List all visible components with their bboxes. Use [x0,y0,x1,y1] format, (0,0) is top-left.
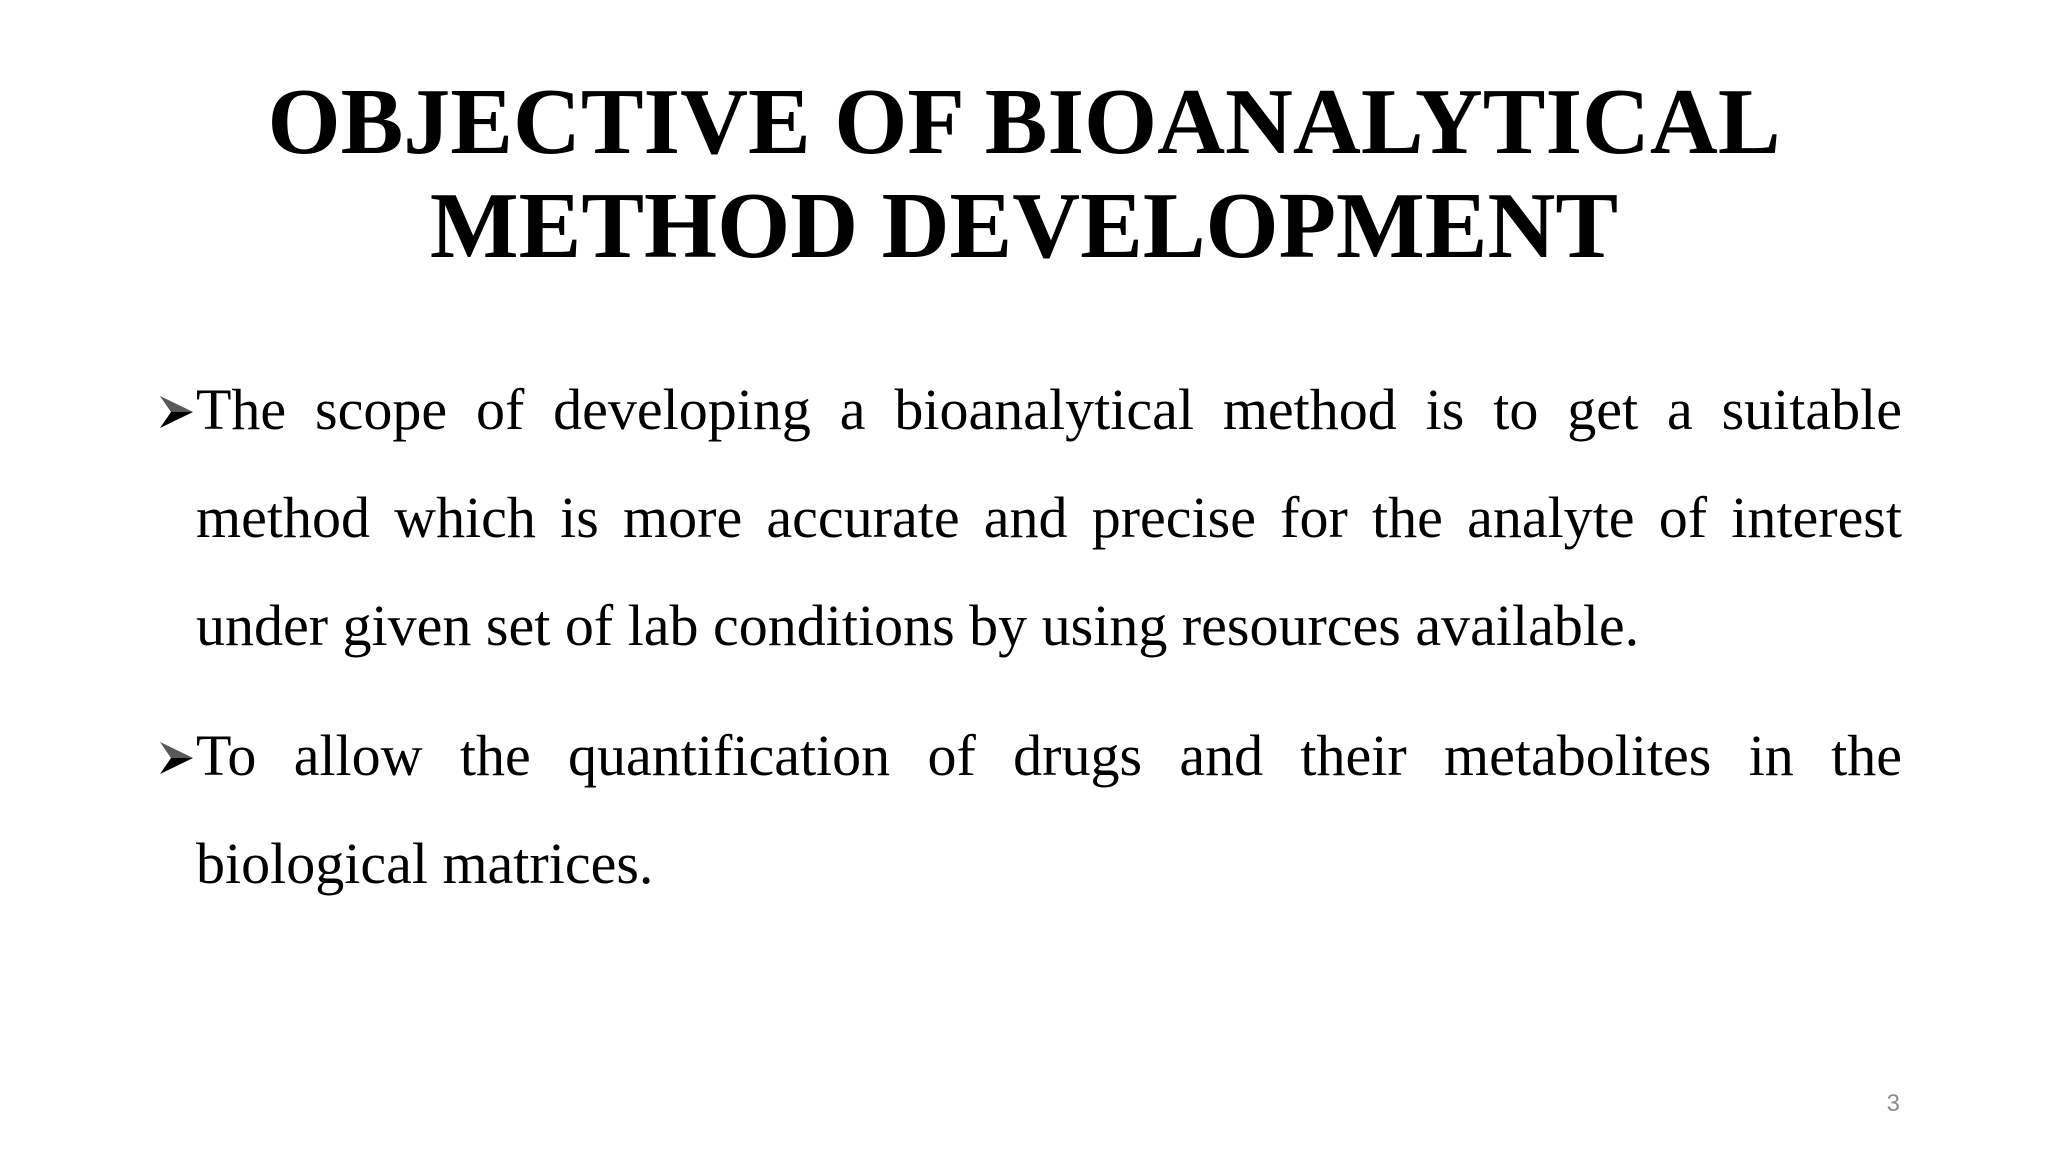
page-number: 3 [1886,1090,1900,1117]
slide-title-line-1: OBJECTIVE OF BIOANALYTICAL [267,70,1781,174]
bullet-list [158,356,1902,940]
bullet-item-quantification [158,702,1902,918]
bullet-item-scope [158,356,1902,680]
slide-title [150,70,1898,278]
arrowhead-bullet-icon [158,741,195,775]
arrowhead-bullet-icon [158,395,195,429]
bullet-text: To allow the quantification of drugs and their metabolites in the biological matrices. [196,723,1902,896]
bullet-text: The scope of developing a bioanalytical method is to get a suitable method which is more accurate and precise for the analyte of interest under given set of lab conditions by using resources available. [196,377,1902,658]
slide-title-line-2: METHOD DEVELOPMENT [429,174,1619,278]
